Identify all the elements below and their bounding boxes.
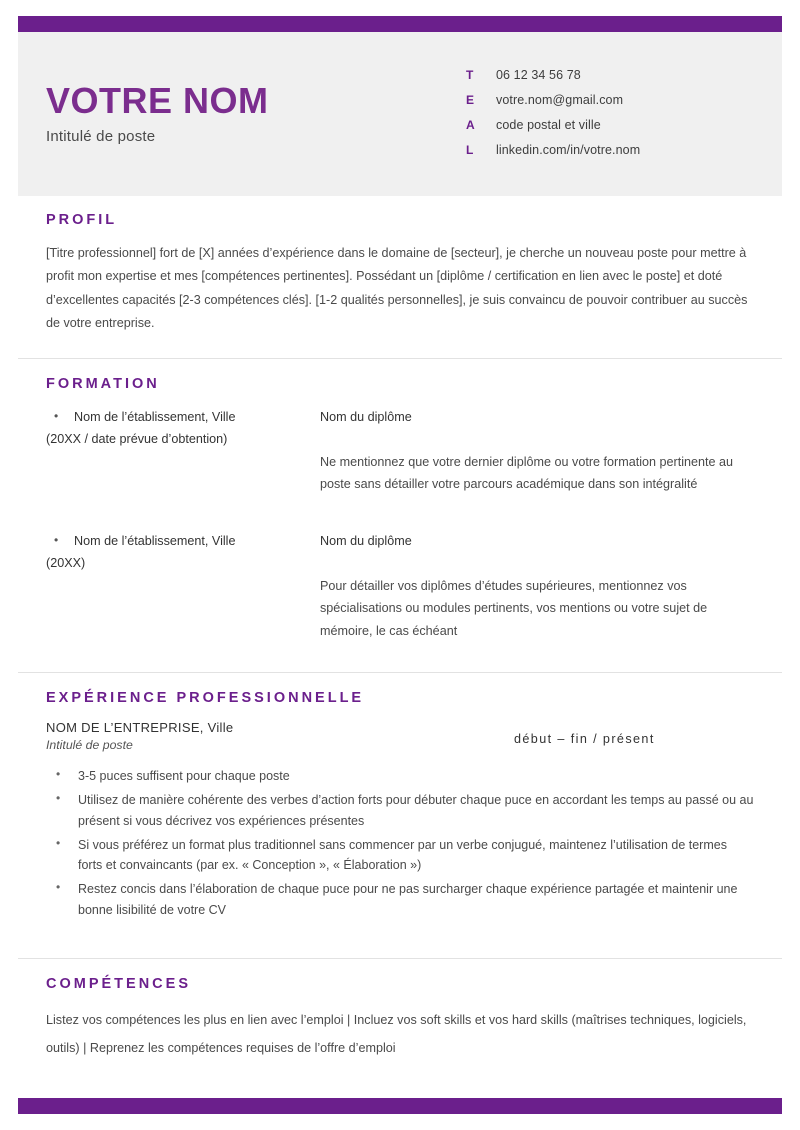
education-description: Ne mentionnez que votre dernier diplôme ou votre formation pertinente au poste sans détailler votre parcours académique dans son intégralité [320, 454, 734, 492]
section-title-formation: FORMATION [46, 376, 160, 392]
bullet-icon: • [54, 532, 59, 547]
section-title-profil: PROFIL [46, 212, 118, 228]
contact-linkedin[interactable] [466, 143, 756, 157]
experience-header [46, 720, 754, 752]
name-block [46, 82, 426, 145]
list-item: • Restez concis dans l’élaboration de chaque puce pour ne pas surcharger chaque expérience partagée et maintenir une bonne lisibilité de votre CV [46, 879, 754, 920]
address-label-icon: A [466, 118, 475, 132]
experience-role: Intitulé de poste [46, 738, 133, 752]
contact-email[interactable] [466, 93, 756, 107]
section-title-competences: COMPÉTENCES [46, 976, 191, 992]
bullet-icon: • [54, 409, 59, 423]
list-item: • Utilisez de manière cohérente des verbes d’action forts pour débuter chaque puce en accordant les temps au passé ou au présent si vous décrivez vos expériences présentes [46, 790, 754, 831]
section-experience [18, 690, 782, 924]
contact-address-value: code postal et ville [496, 118, 601, 132]
contact-phone-value: 06 12 34 56 78 [496, 68, 581, 82]
email-label-icon: E [466, 93, 475, 107]
section-title-experience: EXPÉRIENCE PROFESSIONNELLE [46, 690, 365, 706]
experience-bullet-list [46, 766, 754, 920]
education-entry [46, 406, 754, 496]
linkedin-label-icon: L [466, 143, 474, 157]
section-profil [18, 212, 782, 335]
education-school: Nom de l’établissement, Ville [74, 533, 236, 548]
top-accent-bar [18, 16, 782, 32]
education-date: (20XX / date prévue d’obtention) [46, 432, 228, 447]
list-item: • 3-5 puces suffisent pour chaque poste [46, 766, 754, 786]
divider-formation [18, 358, 782, 359]
divider-competences [18, 958, 782, 959]
contact-linkedin-value: linkedin.com/in/votre.nom [496, 143, 641, 157]
education-degree: Nom du diplôme [320, 533, 412, 548]
contact-address[interactable] [466, 118, 756, 132]
education-description: Pour détailler vos diplômes d’études supérieures, mentionnez vos spécialisations ou modules pertinents, vos mentions ou votre sujet de mémoire, le cas échéant [320, 578, 708, 638]
section-competences [18, 976, 782, 1063]
divider-experience [18, 672, 782, 673]
contact-list [466, 68, 756, 168]
section-formation [18, 376, 782, 649]
competences-text: Listez vos compétences les plus en lien avec l’emploi | Incluez vos soft skills et vos hard skills (maîtrises techniques, logiciels, outils) | Reprenez les compétences requises de l’offre d’emploi [46, 1013, 747, 1056]
education-entry [46, 530, 754, 643]
education-date: (20XX) [46, 556, 86, 570]
education-detail-block [320, 530, 754, 643]
experience-dates: début – fin / présent [514, 732, 655, 746]
phone-label-icon: T [466, 68, 474, 82]
list-item: • Si vous préférez un format plus traditionnel sans commencer par un verbe conjugué, maintenez l’utilisation de termes forts et convaincants (par ex. « Conception », « Élaboration ») [46, 835, 754, 876]
header-job-title: Intitulé de poste [46, 127, 156, 145]
education-detail-block [320, 406, 754, 496]
page-title: VOTRE NOM [46, 80, 269, 121]
experience-company: NOM DE L’ENTREPRISE, Ville [46, 720, 234, 735]
experience-company-block [46, 720, 514, 752]
bottom-accent-bar [18, 1098, 782, 1114]
contact-phone[interactable] [466, 68, 756, 82]
education-school-block [46, 530, 320, 643]
contact-email-value: votre.nom@gmail.com [496, 93, 624, 107]
education-school: Nom de l’établissement, Ville [74, 410, 236, 424]
profil-text: [Titre professionnel] fort de [X] années d’expérience dans le domaine de [secteur], je cherche un nouveau poste pour mettre à profit mon expertise et mes [compétences pertinentes]. Possédant un [diplôme / certification en lien avec le poste] et doté d’excellentes capacités [2-3 compétences clés]. [1-2 qualités personnelles], je suis convaincu de pouvoir contribuer au succès de votre entreprise. [46, 246, 748, 330]
education-degree: Nom du diplôme [320, 410, 412, 424]
education-school-block [46, 406, 320, 496]
